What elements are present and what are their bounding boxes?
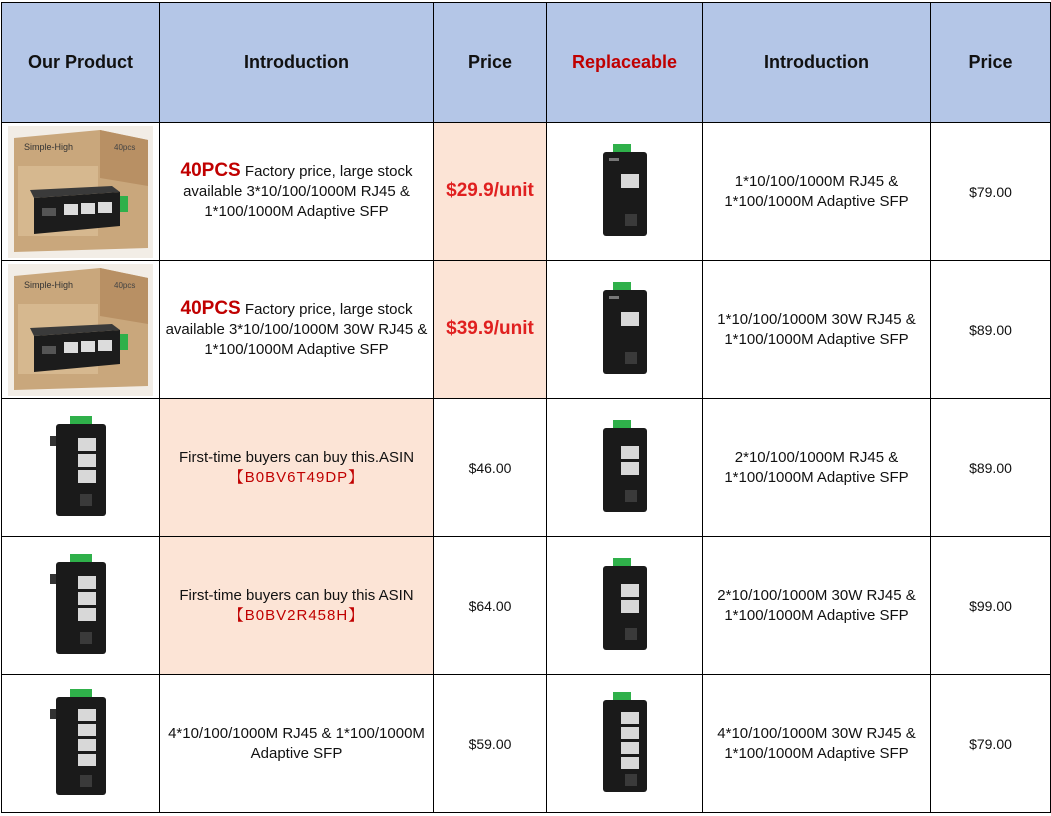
- introduction-text: 4*10/100/1000M RJ45 & 1*100/1000M Adaptive SFP: [168, 724, 425, 762]
- product-price: $39.9/unit: [446, 318, 534, 339]
- comparison-table: [1, 2, 1051, 813]
- replaceable-image-cell: [547, 399, 703, 537]
- replaceable-switch-image: [595, 282, 655, 378]
- product-price: $29.9/unit: [446, 180, 534, 201]
- box-brand-label: Simple-High: [24, 141, 74, 152]
- product-box-switch-image: [8, 264, 153, 396]
- product-price: $46.00: [434, 399, 547, 537]
- asin-code: 【B0BV2R458H】: [228, 606, 365, 624]
- box-brand-label: Simple-High: [24, 279, 74, 290]
- replaceable-introduction: 1*10/100/1000M RJ45 & 1*100/1000M Adaptive SFP: [703, 123, 931, 261]
- replaceable-price: $99.00: [931, 537, 1051, 675]
- replaceable-image-cell: [547, 123, 703, 261]
- header-introduction: Introduction: [160, 3, 434, 123]
- product-price-cell: [434, 123, 547, 261]
- replaceable-introduction: 2*10/100/1000M 30W RJ45 & 1*100/1000M Adaptive SFP: [703, 537, 931, 675]
- introduction-text: First-time buyers can buy this.ASIN: [178, 448, 415, 466]
- header-replaceable-introduction: Introduction: [703, 3, 931, 123]
- introduction-text: Factory price, large stock available 3*10/100/1000M RJ45 & 1*100/1000M Adaptive SFP: [183, 163, 413, 220]
- table-row: [2, 675, 1051, 813]
- quantity-highlight: 40PCS: [180, 298, 241, 319]
- quantity-highlight: 40PCS: [180, 160, 241, 181]
- header-price: Price: [434, 3, 547, 123]
- header-replaceable-price: Price: [931, 3, 1051, 123]
- replaceable-introduction: 2*10/100/1000M RJ45 & 1*100/1000M Adaptive SFP: [703, 399, 931, 537]
- table-row: [2, 123, 1051, 261]
- replaceable-introduction: 4*10/100/1000M 30W RJ45 & 1*100/1000M Adaptive SFP: [703, 675, 931, 813]
- replaceable-image-cell: [547, 261, 703, 399]
- replaceable-price: $79.00: [931, 123, 1051, 261]
- product-introduction: [160, 123, 434, 261]
- replaceable-switch-image: [595, 558, 655, 654]
- replaceable-price: $89.00: [931, 399, 1051, 537]
- product-price-cell: [434, 261, 547, 399]
- header-replaceable: Replaceable: [547, 3, 703, 123]
- product-introduction: [160, 537, 434, 675]
- product-image-cell: [2, 399, 160, 537]
- box-tag-label: 40pcs: [114, 280, 136, 290]
- product-image-cell: [2, 537, 160, 675]
- switch-3-port-poe-image: [46, 554, 116, 658]
- product-introduction: [160, 261, 434, 399]
- table-row: [2, 261, 1051, 399]
- replaceable-image-cell: [547, 537, 703, 675]
- replaceable-introduction: 1*10/100/1000M 30W RJ45 & 1*100/1000M Adaptive SFP: [703, 261, 931, 399]
- replaceable-image-cell: [547, 675, 703, 813]
- replaceable-switch-image: [595, 692, 655, 796]
- table-row: [2, 399, 1051, 537]
- box-tag-label: 40pcs: [114, 142, 136, 152]
- table-row: [2, 537, 1051, 675]
- replaceable-switch-image: [595, 144, 655, 240]
- replaceable-switch-image: [595, 420, 655, 516]
- product-introduction: [160, 399, 434, 537]
- introduction-text: Factory price, large stock available 3*10/100/1000M 30W RJ45 & 1*100/1000M Adaptive SFP: [165, 301, 428, 358]
- header-our-product: Our Product: [2, 3, 160, 123]
- header-row: [2, 3, 1051, 123]
- product-image-cell: [2, 675, 160, 813]
- product-introduction: [160, 675, 434, 813]
- product-price: $64.00: [434, 537, 547, 675]
- asin-code: 【B0BV6T49DP】: [228, 468, 365, 486]
- product-image-cell: [2, 261, 160, 399]
- product-box-switch-image: [8, 126, 153, 258]
- product-image-cell: [2, 123, 160, 261]
- switch-4-port-image: [46, 689, 116, 799]
- introduction-text: First-time buyers can buy this ASIN: [179, 586, 414, 604]
- product-price: $59.00: [434, 675, 547, 813]
- switch-3-port-image: [46, 416, 116, 520]
- replaceable-price: $79.00: [931, 675, 1051, 813]
- replaceable-price: $89.00: [931, 261, 1051, 399]
